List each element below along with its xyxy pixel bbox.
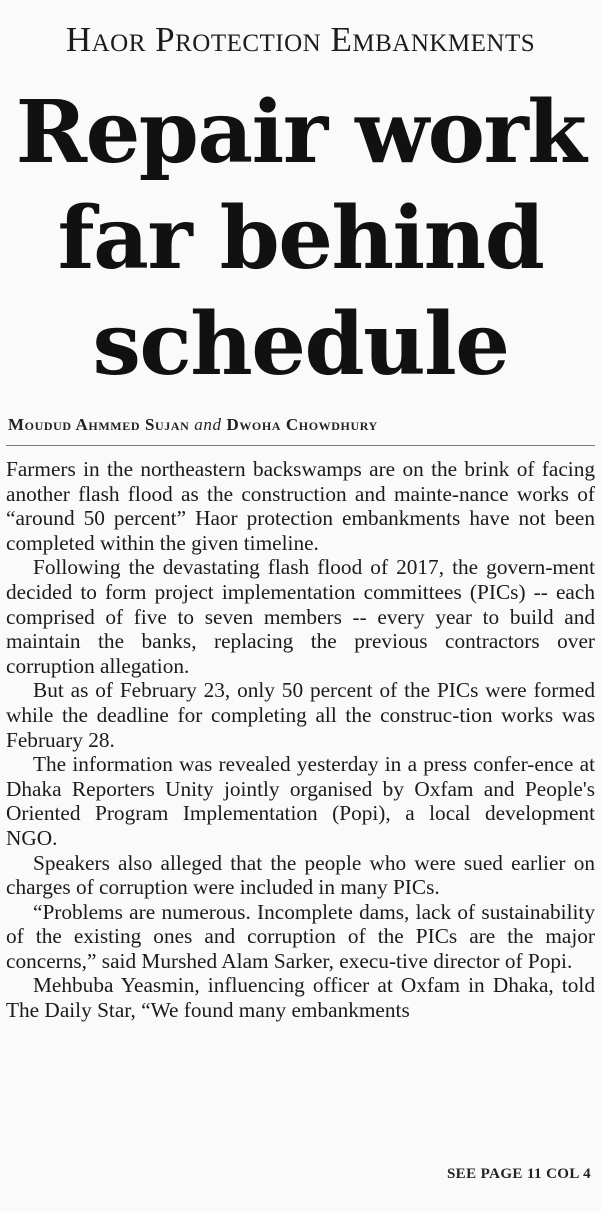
article-paragraph-7: Mehbuba Yeasmin, influencing officer at Oxfam in Dhaka, told The Daily Star, “We found many embankments	[6, 973, 595, 1023]
article-paragraph-6: “Problems are numerous. Incomplete dams, lack of sustainability of the existing ones and corruption of the PICs are the major concerns,” said Murshed Alam Sarker, execu-tive director of Popi.	[6, 899, 595, 973]
headline-line-2: far behind	[57, 188, 544, 289]
article-body	[6, 457, 595, 1023]
byline	[8, 415, 593, 435]
article-paragraph-3: But as of February 23, only 50 percent of the PICs were formed while the deadline for completing all the construc-tion works was February 28.	[6, 678, 595, 752]
article-paragraph-1: Farmers in the northeastern backswamps are on the brink of facing another flash flood as the construction and mainte-nance works of “around 50 percent” Haor protection embankments have not been completed within the given timeline.	[6, 457, 595, 555]
article-paragraph-2: Following the devastating flash flood of 2017, the govern-ment decided to form project implementation committees (PICs) -- each comprised of five to seven members -- every year to build and maintain the banks, replacing the previous contractors over corruption allegation.	[6, 555, 595, 678]
byline-divider	[6, 445, 595, 446]
byline-author-1: Moudud Ahmmed Sujan	[8, 415, 190, 434]
continued-on-page: SEE PAGE 11 COL 4	[446, 1166, 591, 1182]
article-paragraph-5: Speakers also alleged that the people who were sued earlier on charges of corruption were included in many PICs.	[6, 850, 595, 900]
headline-line-3: schedule	[92, 294, 509, 395]
byline-author-2: Dwoha Chowdhury	[226, 415, 378, 434]
headline	[0, 80, 601, 398]
section-kicker: Haor Protection Embankments	[65, 20, 536, 59]
article-paragraph-4: The information was revealed yesterday in a press confer-ence at Dhaka Reporters Unity jointly organised by Oxfam and People's Oriented Program Implementation (Popi), a local development NGO.	[6, 752, 595, 850]
headline-line-1: Repair work	[15, 82, 586, 183]
byline-conjunction: and	[194, 415, 222, 434]
